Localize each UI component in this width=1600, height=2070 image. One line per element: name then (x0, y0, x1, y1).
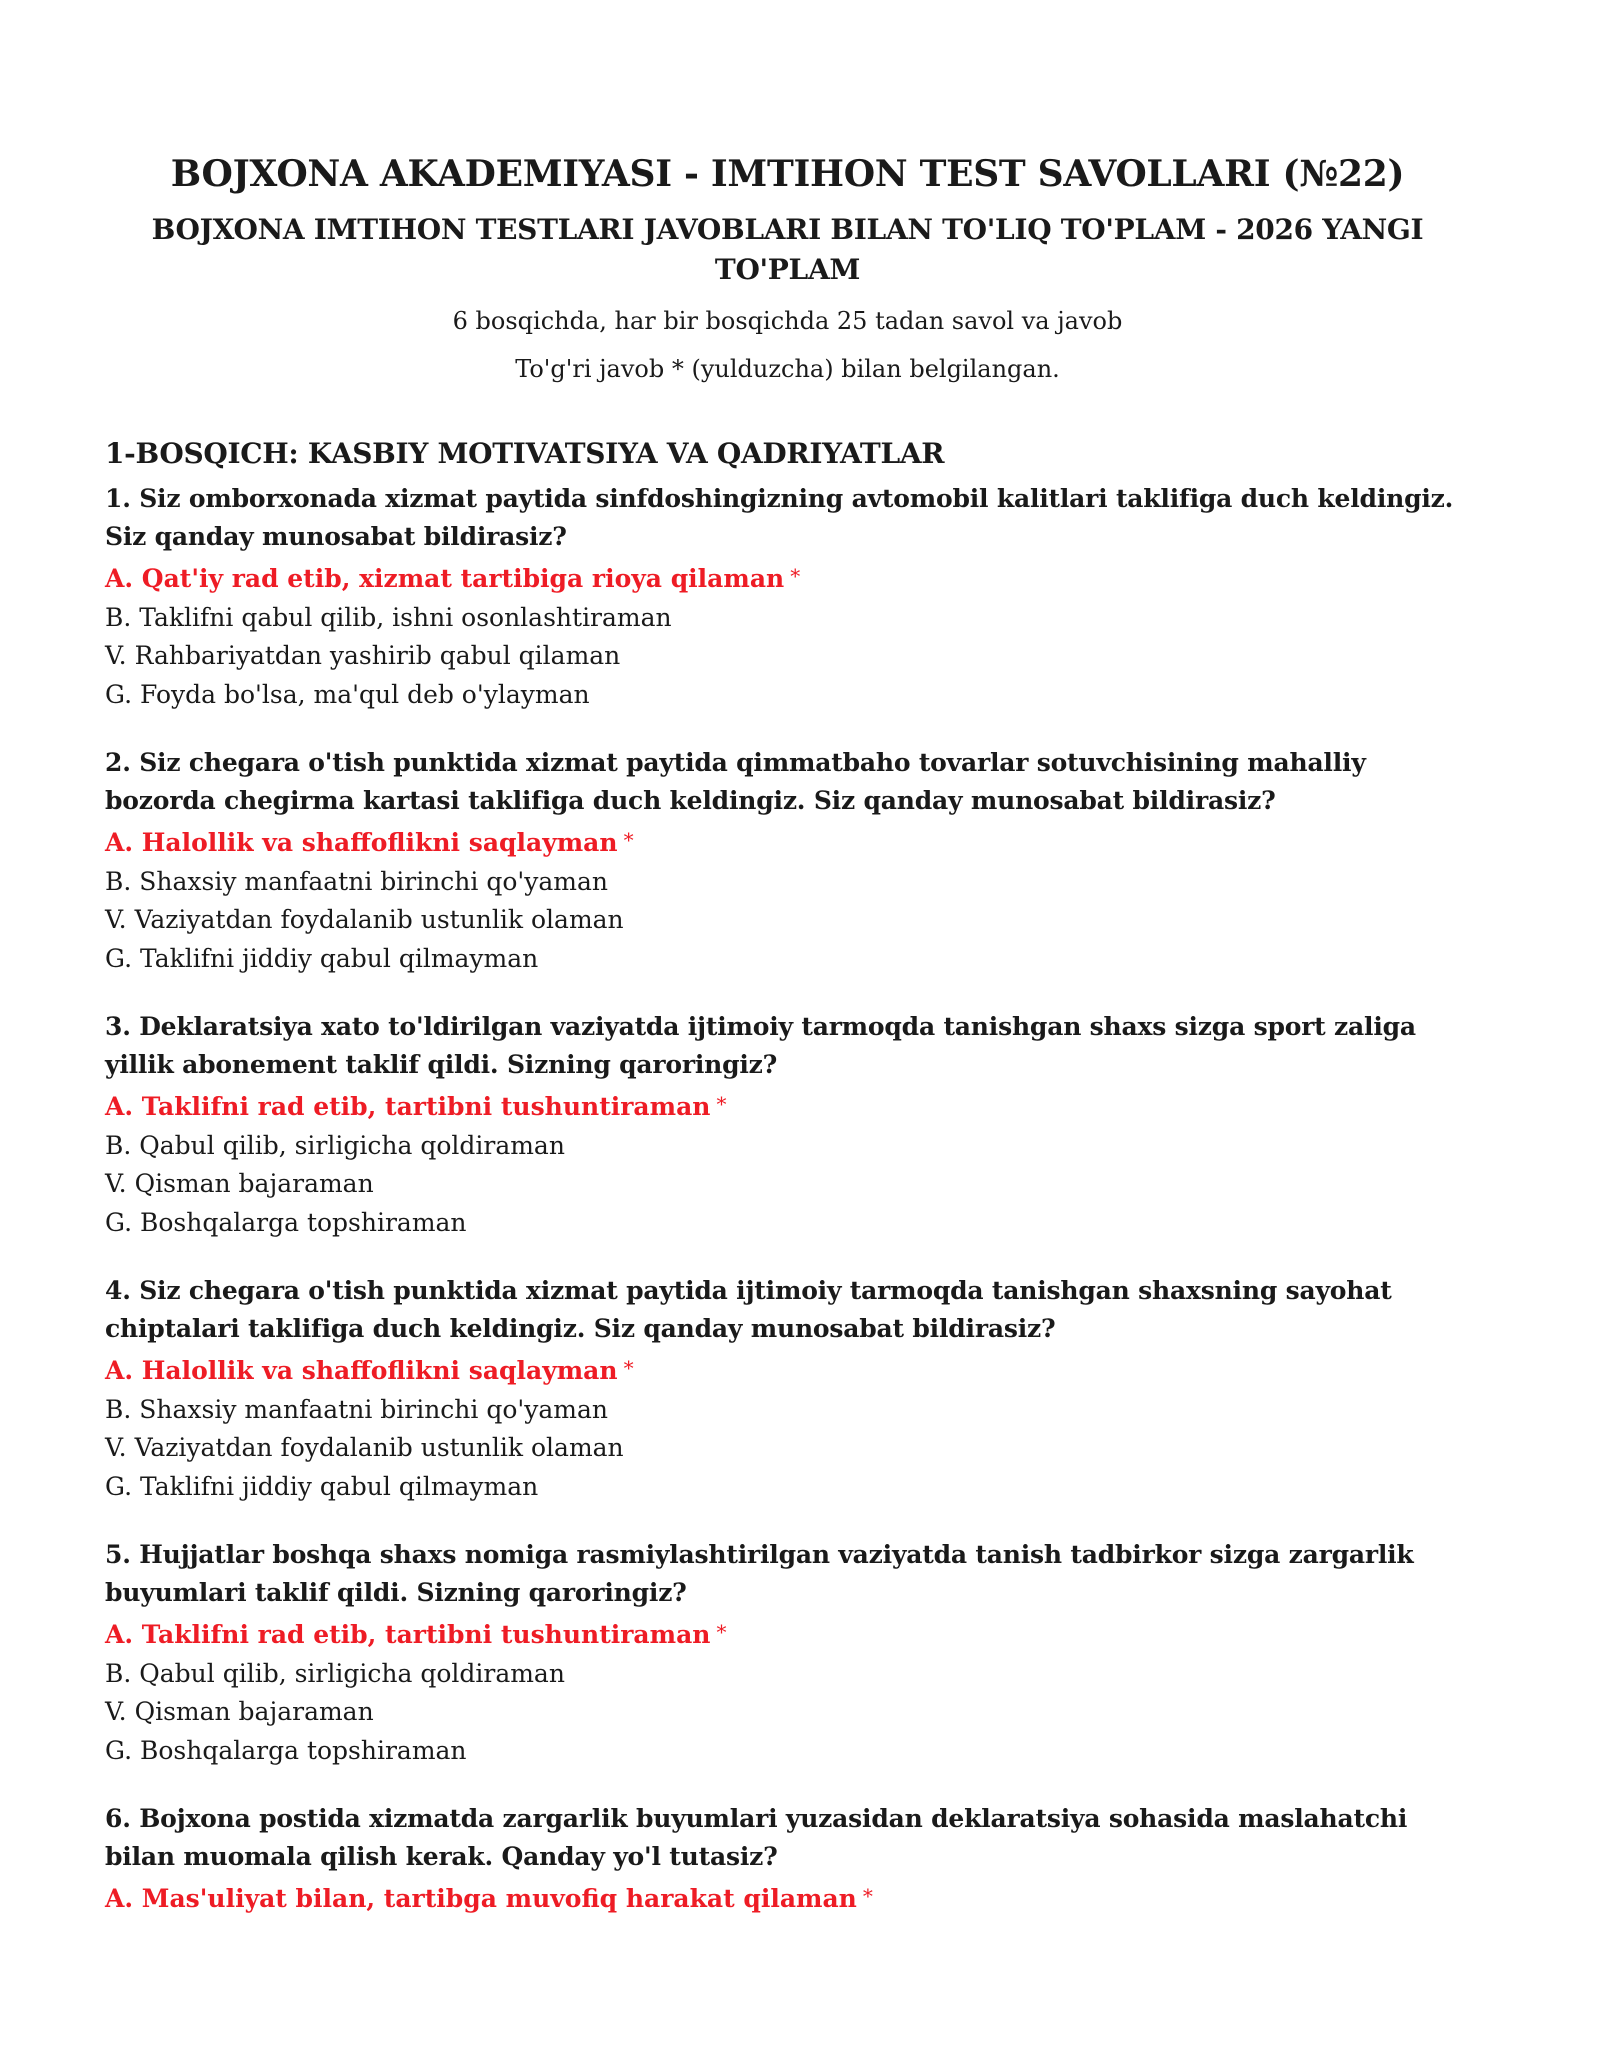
answer-options (105, 1877, 1470, 1919)
answer-option: B. Shaxsiy manfaatni birinchi qo'yaman (105, 866, 609, 896)
question-item (105, 1800, 1470, 1919)
answer-option: G. Boshqalarga topshiraman (105, 1207, 467, 1237)
info-line-answer-key: To'g'ri javob * (yulduzcha) bilan belgilangan. (515, 355, 1060, 383)
answer-option-correct (105, 1349, 1470, 1391)
question-text: 5. Hujjatlar boshqa shaxs nomiga rasmiylashtirilgan vaziyatda tanish tadbirkor sizga zargarlik buyumlari taklif qildi. Sizning qaroringiz? (105, 1540, 1414, 1607)
answer-option-correct (105, 821, 1470, 863)
question-item (105, 744, 1470, 978)
answer-option: V. Vaziyatdan foydalanib ustunlik olaman (105, 905, 624, 934)
answer-option: B. Shaxsiy manfaatni birinchi qo'yaman (105, 1394, 609, 1424)
answer-option: V. Vaziyatdan foydalanib ustunlik olaman (105, 1433, 624, 1462)
question-text: 3. Deklaratsiya xato to'ldirilgan vaziyatda ijtimoiy tarmoqda tanishgan shaxs sizga sport zaliga yillik abonement taklif qildi. Sizning qaroringiz? (105, 1012, 1416, 1079)
document-subtitle: BOJXONA IMTIHON TESTLARI JAVOBLARI BILAN TO'LIQ TO'PLAM - 2026 YANGI TO'PLAM (151, 213, 1424, 286)
answer-options (105, 1085, 1470, 1242)
question-text: 4. Siz chegara o'tish punktida xizmat paytida ijtimoiy tarmoqda tanishgan shaxsning sayohat chiptalari taklifiga duch keldingiz. Siz qanday munosabat bildirasiz? (105, 1276, 1392, 1343)
info-line-stages: 6 bosqichda, har bir bosqichda 25 tadan savol va javob (452, 307, 1123, 335)
question-item (105, 480, 1470, 714)
answer-options (105, 557, 1470, 714)
question-text: 6. Bojxona postida xizmatda zargarlik buyumlari yuzasidan deklaratsiya sohasida maslahatchi bilan muomala qilish kerak. Qanday yo'l tutasiz? (105, 1804, 1408, 1871)
answer-option: V. Qisman bajaraman (105, 1697, 374, 1726)
section-title: 1-BOSQICH: KASBIY MOTIVATSIYA VA QADRIYATLAR (105, 437, 945, 470)
answer-option: V. Rahbariyatdan yashirib qabul qilaman (105, 641, 621, 670)
answer-option: G. Taklifni jiddiy qabul qilmayman (105, 943, 539, 973)
answer-option: B. Qabul qilib, sirligicha qoldiraman (105, 1130, 565, 1160)
answer-option: G. Boshqalarga topshiraman (105, 1735, 467, 1765)
document-title: BOJXONA AKADEMIYASI - IMTIHON TEST SAVOLLARI (№22) (170, 153, 1405, 195)
answer-option-label: A. Mas'uliyat bilan, tartibga muvofiq harakat qilaman (105, 1884, 857, 1913)
question-text: 2. Siz chegara o'tish punktida xizmat paytida qimmatbaho tovarlar sotuvchisining mahalliy bozorda chegirma kartasi taklifiga duch keldingiz. Siz qanday munosabat bildirasiz? (105, 748, 1366, 815)
answer-option-correct (105, 1877, 1470, 1919)
answer-option: B. Taklifni qabul qilib, ishni osonlashtiraman (105, 602, 672, 632)
correct-star-marker: * (716, 1092, 727, 1116)
answer-options (105, 1349, 1470, 1506)
question-item (105, 1008, 1470, 1242)
answer-option: B. Qabul qilib, sirligicha qoldiraman (105, 1658, 565, 1688)
answer-options (105, 1613, 1470, 1770)
correct-star-marker: * (623, 828, 634, 852)
correct-star-marker: * (716, 1620, 727, 1644)
question-item (105, 1536, 1470, 1770)
answer-option: G. Taklifni jiddiy qabul qilmayman (105, 1471, 539, 1501)
answer-option-label: A. Taklifni rad etib, tartibni tushuntiraman (105, 1620, 711, 1649)
answer-option-label: A. Taklifni rad etib, tartibni tushuntiraman (105, 1092, 711, 1121)
question-item (105, 1272, 1470, 1506)
answer-option-correct (105, 1613, 1470, 1655)
question-text: 1. Siz omborxonada xizmat paytida sinfdoshingizning avtomobil kalitlari taklifiga duch keldingiz. Siz qanday munosabat bildirasiz? (105, 484, 1454, 551)
answer-options (105, 821, 1470, 978)
answer-option-label: A. Halollik va shaffoflikni saqlayman (105, 1356, 618, 1385)
answer-option-correct (105, 557, 1470, 599)
correct-star-marker: * (790, 564, 801, 588)
answer-option: G. Foyda bo'lsa, ma'qul deb o'ylayman (105, 679, 590, 709)
answer-option-correct (105, 1085, 1470, 1127)
answer-option-label: A. Qat'iy rad etib, xizmat tartibiga rioya qilaman (105, 564, 785, 593)
correct-star-marker: * (623, 1356, 634, 1380)
answer-option-label: A. Halollik va shaffoflikni saqlayman (105, 828, 618, 857)
correct-star-marker: * (862, 1884, 873, 1908)
answer-option: V. Qisman bajaraman (105, 1169, 374, 1198)
